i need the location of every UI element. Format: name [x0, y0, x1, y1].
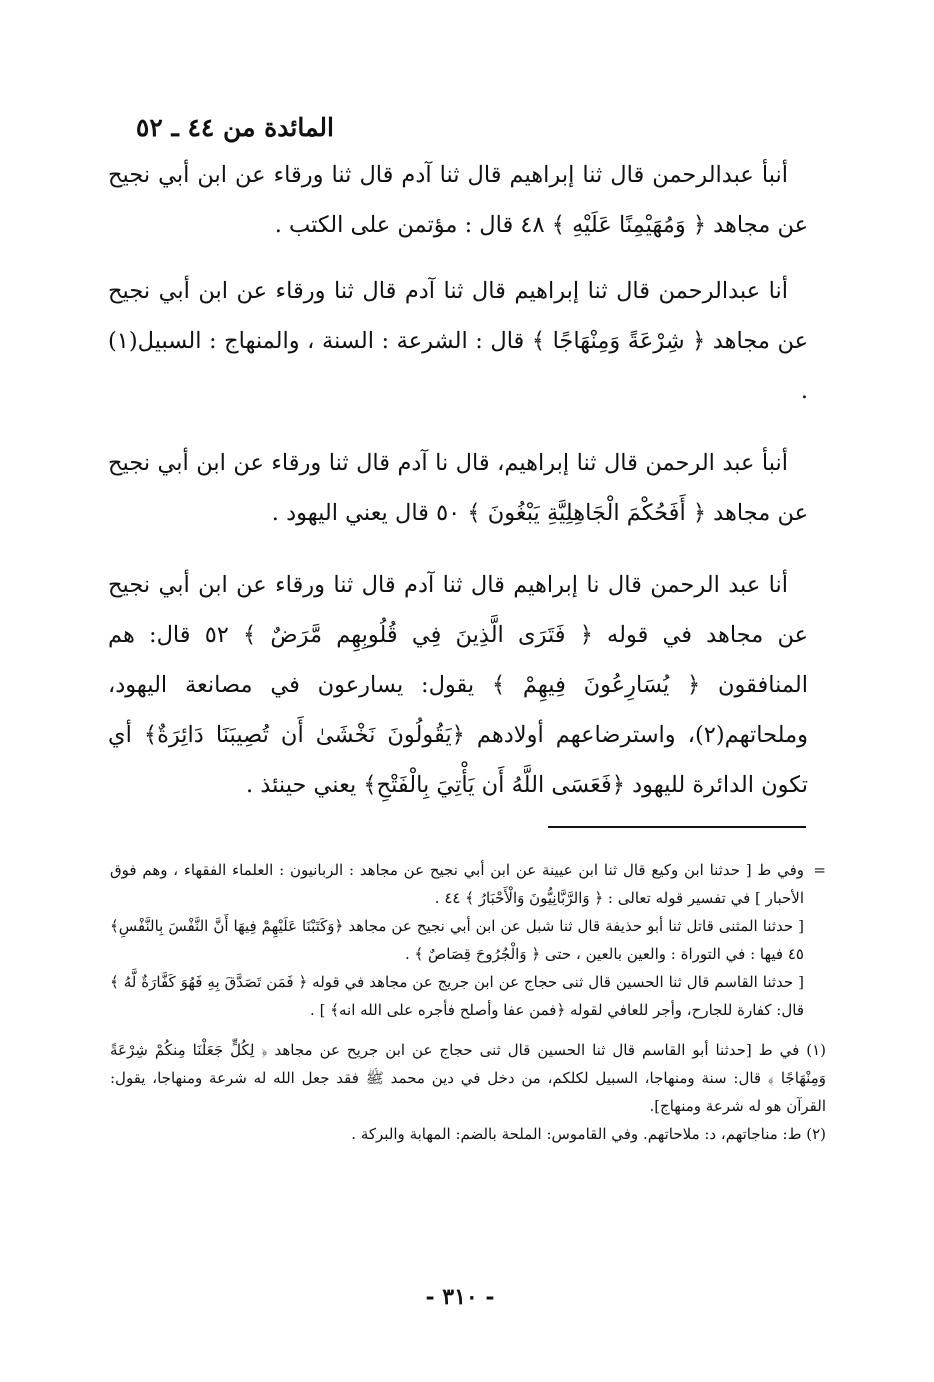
paragraph: أنا عبد الرحمن قال نا إبراهيم قال ثنا آدم قال ثنا ورقاء عن ابن أبي نجيح عن مجاهد في قوله ﴿ فَتَرَى الَّذِينَ فِي قُلُوبِهِم مَّرَضٌ ﴾ ٥٢ قال: هم المنافقون ﴿ يُسَارِعُونَ فِيهِمْ ﴾ يقول: يسارعون في مصانعة اليهود، وملحاتهم(٢)، واسترضاعهم أولادهم ﴿يَقُولُونَ نَخْشَىٰ أَن تُصِيبَنَا دَائِرَةٌ﴾ أي تكون الدائرة لليهود ﴿فَعَسَى اللَّهُ أَن يَأْتِيَ بِالْفَتْحِ﴾ يعني حينئذ .	[108, 572, 809, 798]
paragraph: أنبأ عبد الرحمن قال ثنا إبراهيم، قال نا آدم قال ثنا ورقاء عن ابن أبي نجيح عن مجاهد ﴿ أَفَحُكْمَ الْجَاهِلِيَّةِ يَبْغُونَ ﴾ ٥٠ قال يعني اليهود .	[108, 450, 808, 526]
page-number: - ٣١٠ -	[425, 1284, 495, 1310]
paragraph: أنبأ عبدالرحمن قال ثنا إبراهيم قال ثنا آدم قال ثنا ورقاء عن ابن أبي نجيح عن مجاهد ﴿ وَمُهَيْمِنًا عَلَيْهِ ﴾ ٤٨ قال : مؤتمن على الكتب .	[108, 162, 808, 238]
running-header	[104, 110, 334, 146]
surah-range-title: المائدة من ٤٤ ـ ٥٢	[135, 113, 334, 142]
footnote-continuation	[110, 856, 826, 1024]
main-text	[108, 150, 808, 826]
footnote-line: [ حدثنا المثنى قاتل ثنا أبو حذيفة قال ثنا شبل عن ابن أبي نجيح عن مجاهد ﴿وَكَتَبْنَا عَلَيْهِمْ فِيهَا أَنَّ النَّفْسَ بِالنَّفْسِ﴾ ٤٥ فيها : في التوراة : والعين بالعين ، حتى ﴿ وَالْجُرُوحَ قِصَاصٌ ﴾ .	[110, 917, 804, 963]
footnotes	[110, 856, 826, 1148]
footnote-separator	[548, 826, 806, 828]
continuation-mark: =	[813, 861, 826, 879]
footnote-line: وفي ط [ حدثنا ابن وكيع قال ثنا ابن عيينة عن ابن أبي نجيح عن مجاهد : الربانيون : العلماء الفقهاء ، وهم فوق الأحبار ] في تفسير قوله تعالى : ﴿ وَالرَّبَّانِيُّونَ وَالْأَحْبَارُ ﴾ ٤٤ .	[110, 861, 804, 907]
footnote-1: (١) في ط [حدثنا أبو القاسم قال ثنا الحسين قال ثنى حجاج عن ابن جريح عن مجاهد ﴿ لِكُلٍّ جَعَلْنَا مِنكُمْ شِرْعَةً وَمِنْهَاجًا ﴾ قال: سنة ومنهاجا، السبيل لكلكم، من دخل في دين محمد ﷺ فقد جعل الله له شرعة ومنهاجا، يقول: القرآن هو له شرعة ومنهاج].	[110, 1041, 826, 1115]
footnote-line: [ حدثنا القاسم قال ثنا الحسين قال ثنى حجاج عن ابن جريج عن مجاهد في قوله ﴿ فَمَن تَصَدَّقَ بِهِ فَهُوَ كَفَّارَةٌ لَّهُ ﴾ قال: كفارة للجارح، وأجر للعافي لقوله ﴿فمن عفا وأصلح فأجره على الله انه﴾ ] .	[110, 973, 804, 1019]
footnote-2: (٢) ط: مناجاتهم، د: ملاحاتهم. وفي القاموس: الملحة بالضم: المهابة والبركة .	[351, 1125, 826, 1143]
paragraph: أنا عبدالرحمن قال ثنا إبراهيم قال ثنا آدم قال ثنا ورقاء عن ابن أبي نجيح عن مجاهد ﴿ شِرْعَةً وَمِنْهَاجًا ﴾ قال : الشرعة : السنة ، والمنهاج : السبيل(١) .	[108, 278, 808, 404]
